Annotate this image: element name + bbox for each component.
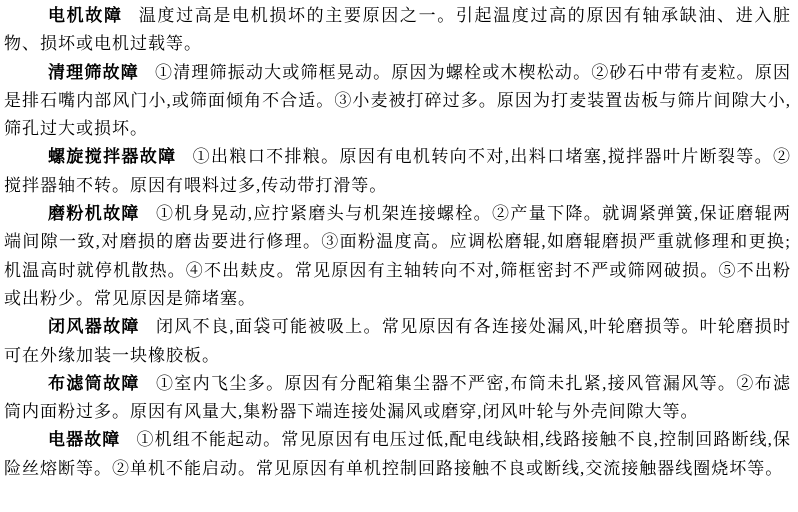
paragraph-heading: 螺旋搅拌器故障 xyxy=(48,147,177,167)
paragraph-cloth-filter-fault xyxy=(4,370,791,427)
paragraph-body: ①室内飞尘多。原因有分配箱集尘器不严密,布筒未扎紧,接风管漏风等。②布滤筒内面粉过多。原因有风量大,集粉器下端连接处漏风或磨穿,闭风叶轮与外壳间隙大等。 xyxy=(4,373,792,422)
paragraph-cleaning-sieve-fault xyxy=(4,59,791,144)
paragraph-heading: 布滤筒故障 xyxy=(48,373,140,393)
paragraph-body: 温度过高是电机损坏的主要原因之一。引起温度过高的原因有轴承缺油、进入脏物、损坏或电机过载等。 xyxy=(4,6,792,54)
paragraph-heading: 电器故障 xyxy=(48,430,121,450)
paragraph-screw-agitator-fault xyxy=(4,143,791,200)
paragraph-body: ①清理筛振动大或筛框晃动。原因为螺栓或木楔松动。②砂石中带有麦粒。原因是排石嘴内部风门小,或筛面倾角不合适。③小麦被打碎过多。原因为打麦装置齿板与筛片间隙大小,筛孔过大或损坏。 xyxy=(4,62,792,139)
paragraph-heading: 闭风器故障 xyxy=(48,317,140,337)
paragraph-heading: 电机故障 xyxy=(48,6,123,25)
paragraph-body: 闭风不良,面袋可能被吸上。常见原因有各连接处漏风,叶轮磨损等。叶轮磨损时可在外缘加装一块橡胶板。 xyxy=(4,317,792,365)
paragraph-airlock-fault xyxy=(4,313,791,370)
paragraph-heading: 清理筛故障 xyxy=(48,62,139,82)
paragraph-electrical-fault xyxy=(4,426,791,483)
paragraph-heading: 磨粉机故障 xyxy=(48,204,140,224)
paragraph-body: ①出粮口不排粮。原因有电机转向不对,出料口堵塞,搅拌器叶片断裂等。②搅拌器轴不转。原因有喂料过多,传动带打滑等。 xyxy=(4,147,792,195)
paragraph-flour-mill-fault xyxy=(4,200,791,313)
paragraph-body: ①机身晃动,应拧紧磨头与机架连接螺栓。②产量下降。就调紧弹簧,保证磨辊两端间隙一致,对磨损的磨齿要进行修理。③面粉温度高。应调松磨辊,如磨辊磨损严重就修理和更换;机温高时就停机散热。④不出麸皮。常见原因有主轴转向不对,筛框密封不严或筛网破损。⑤不出粉或出粉少。常见原因是筛堵塞。 xyxy=(4,204,792,308)
paragraph-motor-fault xyxy=(4,2,791,59)
paragraph-body: ①机组不能起动。常见原因有电压过低,配电线缺相,线路接触不良,控制回路断线,保险丝熔断等。②单机不能启动。常见原因有单机控制回路接触不良或断线,交流接触器线圈烧坏等。 xyxy=(4,430,792,478)
